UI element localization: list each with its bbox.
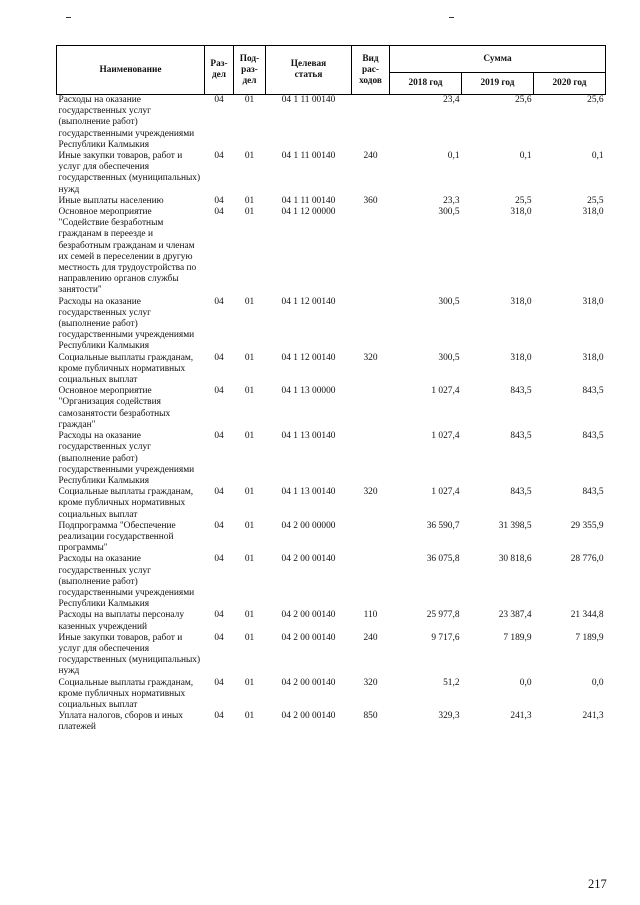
cell-razdel: 04 <box>214 151 224 162</box>
cell-2019: 25,6 <box>515 95 532 105</box>
cell-2018: 329,3 <box>438 711 460 722</box>
cell-razdel: 04 <box>214 352 224 363</box>
cell-name: Расходы на оказание государственных услуг (выполнение работ) государственными учреждениями Республики Калмыкия <box>58 554 195 610</box>
cell-2020: 0,0 <box>591 677 604 688</box>
cell-razdel: 04 <box>214 207 224 218</box>
cell-name: Расходы на оказание государственных услуг (выполнение работ) государственными учреждениями Республики Калмыкия <box>58 431 195 486</box>
cell-vid <box>352 554 390 610</box>
cell-2020: 25,6 <box>587 95 604 105</box>
cell-2019: 318,0 <box>510 207 532 218</box>
cell-razdel: 04 <box>214 296 224 307</box>
cell-podrazdel: 01 <box>244 431 255 442</box>
cell-2018: 25 977,8 <box>426 610 460 621</box>
cell-podrazdel: 01 <box>244 632 255 643</box>
cell-2020: 318,0 <box>582 296 604 307</box>
cell-name: Социальные выплаты гражданам, кроме публичных нормативных социальных выплат <box>58 677 194 710</box>
cell-podrazdel: 01 <box>244 296 255 307</box>
cell-razdel: 04 <box>214 95 224 105</box>
cell-podrazdel: 01 <box>244 195 255 206</box>
table-row <box>57 95 606 152</box>
cell-target: 04 1 11 00140 <box>281 151 336 162</box>
cell-target: 04 1 13 00140 <box>281 487 336 498</box>
cell-2018: 1 027,4 <box>431 487 460 498</box>
cell-podrazdel: 01 <box>244 151 255 162</box>
cell-razdel: 04 <box>214 554 224 565</box>
cell-podrazdel: 01 <box>244 610 255 621</box>
cell-target: 04 1 11 00140 <box>281 95 336 105</box>
cell-2020: 0,1 <box>591 151 604 162</box>
cell-2019: 0,1 <box>519 151 532 162</box>
table-row <box>57 487 606 521</box>
cell-2020: 7 189,9 <box>575 632 604 643</box>
cell-target: 04 2 00 00140 <box>281 554 336 565</box>
cell-razdel: 04 <box>214 520 224 531</box>
cell-2019: 31 398,5 <box>498 520 532 531</box>
cell-name: Социальные выплаты гражданам, кроме публичных нормативных социальных выплат <box>58 487 194 520</box>
header-2019: 2019 год <box>462 73 534 95</box>
cell-2018: 36 075,8 <box>426 554 460 565</box>
cell-target: 04 1 12 00140 <box>281 296 336 307</box>
cell-vid <box>352 431 390 487</box>
cell-2019: 23 387,4 <box>498 610 532 621</box>
cell-podrazdel: 01 <box>244 711 255 722</box>
cell-2019: 843,5 <box>510 386 532 397</box>
cell-target: 04 2 00 00140 <box>281 632 336 643</box>
cell-name: Социальные выплаты гражданам, кроме публичных нормативных социальных выплат <box>58 352 194 386</box>
cell-target: 04 1 11 00140 <box>281 195 336 206</box>
cell-vid <box>352 95 390 152</box>
scan-mark-left <box>66 17 71 18</box>
cell-name: Расходы на выплаты персоналу казенных учреждений <box>58 610 185 632</box>
cell-2018: 300,5 <box>438 296 460 307</box>
cell-2020: 21 344,8 <box>570 610 604 621</box>
header-2020: 2020 год <box>534 73 606 95</box>
cell-target: 04 1 12 00140 <box>281 352 336 363</box>
table-row <box>57 353 606 387</box>
cell-podrazdel: 01 <box>244 352 255 363</box>
table-row <box>57 386 606 431</box>
cell-name: Основное мероприятие "Содействие безработным гражданам в переезде и безработным гражданам и членам их семей в переселении в другую местность для трудоустройства по направлению органов службы занятости" <box>58 207 197 296</box>
cell-2018: 51,2 <box>443 677 460 688</box>
cell-podrazdel: 01 <box>244 386 255 397</box>
table-row <box>57 521 606 555</box>
cell-name: Иные закупки товаров, работ и услуг для обеспечения государственных (муниципальных) нужд <box>58 632 201 677</box>
cell-razdel: 04 <box>214 610 224 621</box>
cell-vid: 240 <box>363 151 378 162</box>
cell-2019: 318,0 <box>510 296 532 307</box>
cell-2019: 30 818,6 <box>498 554 532 565</box>
cell-razdel: 04 <box>214 677 224 688</box>
table-row <box>57 610 606 632</box>
cell-2018: 300,5 <box>438 352 460 363</box>
cell-razdel: 04 <box>214 711 224 722</box>
header-sum: Сумма <box>390 46 606 73</box>
cell-vid: 320 <box>363 352 378 363</box>
cell-vid <box>352 207 390 297</box>
table-row <box>57 633 606 678</box>
table-row <box>57 297 606 353</box>
table-row <box>57 196 606 207</box>
cell-target: 04 2 00 00000 <box>281 520 336 531</box>
page-number: 217 <box>588 877 607 891</box>
cell-2018: 0,1 <box>447 151 460 162</box>
cell-vid: 110 <box>363 610 378 621</box>
cell-podrazdel: 01 <box>244 554 255 565</box>
cell-name: Расходы на оказание государственных услуг (выполнение работ) государственными учреждениями Республики Калмыкия <box>58 296 195 352</box>
cell-2020: 318,0 <box>582 207 604 218</box>
table-row <box>57 554 606 610</box>
table-header <box>57 46 606 95</box>
cell-podrazdel: 01 <box>244 95 255 105</box>
cell-vid <box>352 386 390 431</box>
cell-2020: 241,3 <box>582 711 604 722</box>
cell-vid: 850 <box>363 711 378 722</box>
header-razdel: Раз- дел <box>205 46 234 95</box>
cell-2020: 843,5 <box>582 386 604 397</box>
header-vid: Вид рас- ходов <box>352 46 390 95</box>
cell-target: 04 2 00 00140 <box>281 711 336 722</box>
cell-2019: 318,0 <box>510 352 532 363</box>
cell-vid: 320 <box>363 487 378 498</box>
cell-2019: 843,5 <box>510 487 532 498</box>
cell-name: Расходы на оказание государственных услуг (выполнение работ) государственными учреждениями Республики Калмыкия <box>58 95 195 150</box>
cell-name: Основное мероприятие "Организация содействия самозанятости безработных граждан" <box>58 386 171 430</box>
cell-2020: 29 355,9 <box>570 520 604 531</box>
table-body <box>57 95 606 734</box>
cell-2018: 1 027,4 <box>431 386 460 397</box>
cell-2019: 7 189,9 <box>503 632 532 643</box>
cell-vid <box>352 521 390 555</box>
cell-2019: 25,5 <box>515 195 532 206</box>
cell-name: Иные выплаты населению <box>58 195 164 206</box>
table-row <box>57 151 606 196</box>
cell-name: Подпрограмма "Обеспечение реализации государственной программы" <box>58 520 176 554</box>
cell-podrazdel: 01 <box>244 487 255 498</box>
cell-2020: 318,0 <box>582 352 604 363</box>
cell-podrazdel: 01 <box>244 677 255 688</box>
header-2018: 2018 год <box>390 73 462 95</box>
cell-2020: 843,5 <box>582 487 604 498</box>
cell-razdel: 04 <box>214 431 224 442</box>
cell-name: Уплата налогов, сборов и иных платежей <box>58 711 183 733</box>
table-row <box>57 678 606 712</box>
cell-2020: 843,5 <box>582 431 604 442</box>
cell-vid: 360 <box>363 195 378 206</box>
header-podrazdel: Под- раз- дел <box>234 46 266 95</box>
cell-target: 04 1 13 00000 <box>281 386 336 397</box>
cell-podrazdel: 01 <box>244 520 255 531</box>
cell-2018: 23,4 <box>443 95 460 105</box>
cell-vid: 240 <box>363 632 378 643</box>
cell-vid: 320 <box>363 677 378 688</box>
table-row <box>57 207 606 297</box>
cell-2019: 0,0 <box>519 677 532 688</box>
table-row <box>57 431 606 487</box>
cell-name: Иные закупки товаров, работ и услуг для обеспечения государственных (муниципальных) нужд <box>58 151 201 195</box>
cell-razdel: 04 <box>214 195 224 206</box>
cell-razdel: 04 <box>214 386 224 397</box>
cell-2018: 36 590,7 <box>426 520 460 531</box>
cell-vid <box>352 297 390 353</box>
cell-2020: 25,5 <box>587 195 604 206</box>
cell-target: 04 1 13 00140 <box>281 431 336 442</box>
cell-podrazdel: 01 <box>244 207 255 218</box>
scan-mark-right <box>449 17 454 18</box>
cell-razdel: 04 <box>214 487 224 498</box>
header-target: Целевая статья <box>266 46 352 95</box>
budget-table <box>56 45 606 734</box>
cell-target: 04 2 00 00140 <box>281 677 336 688</box>
cell-target: 04 1 12 00000 <box>281 207 336 218</box>
cell-razdel: 04 <box>214 632 224 643</box>
cell-2018: 23,3 <box>443 195 460 206</box>
cell-2020: 28 776,0 <box>570 554 604 565</box>
table-row <box>57 711 606 733</box>
cell-2018: 9 717,6 <box>431 632 460 643</box>
cell-2018: 300,5 <box>438 207 460 218</box>
cell-target: 04 2 00 00140 <box>281 610 336 621</box>
cell-2018: 1 027,4 <box>431 431 460 442</box>
header-name: Наименование <box>57 46 205 95</box>
cell-2019: 241,3 <box>510 711 532 722</box>
cell-2019: 843,5 <box>510 431 532 442</box>
